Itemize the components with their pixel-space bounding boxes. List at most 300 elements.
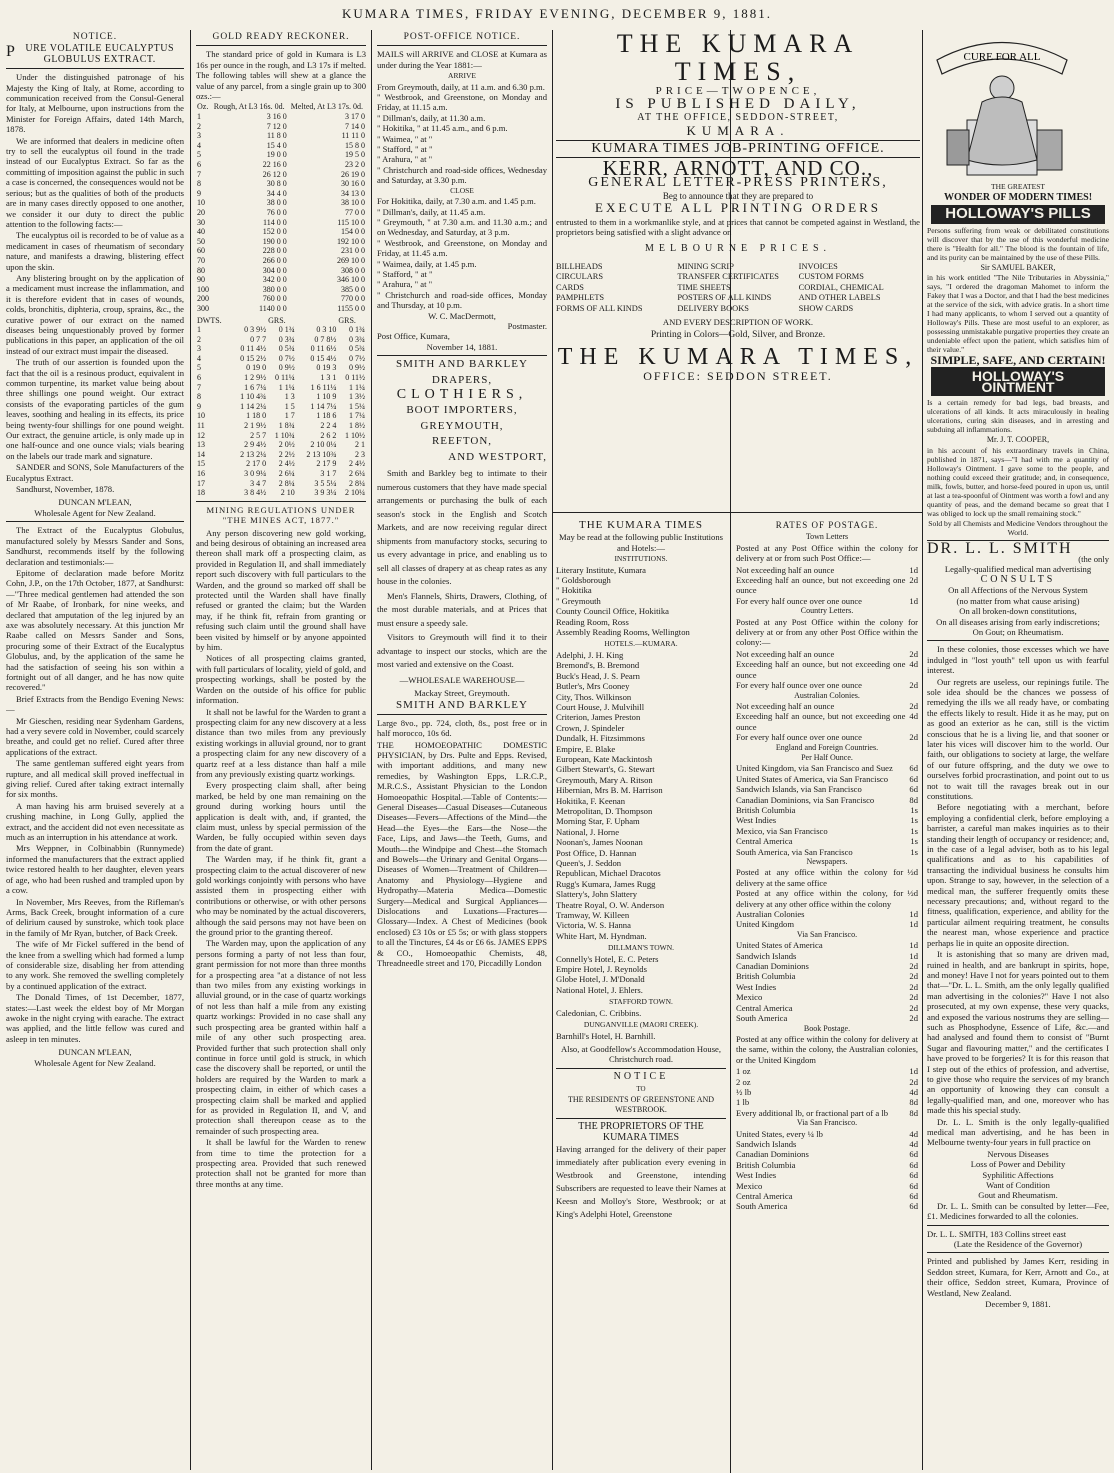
table-cell: 0 11½ xyxy=(345,373,365,383)
table-row xyxy=(196,266,366,276)
mining-heading: MINING REGULATIONS UNDER "THE MINES ACT, 1877." xyxy=(206,504,356,526)
table-cell: 50 xyxy=(197,236,205,246)
table-cell: 3 1 7 xyxy=(320,469,337,478)
paragraph: The same gentleman suffered eight years from rupture, and all medical skill proved ineffectual in giving relief. Cured after taking extract internally for six months. xyxy=(6,758,184,800)
rate-row xyxy=(736,774,918,784)
baker-name: Sir SAMUEL BAKER, xyxy=(980,262,1056,272)
england-rates xyxy=(736,763,918,857)
table-cell: 7 xyxy=(197,382,201,392)
stafford-heading: STAFFORD TOWN. xyxy=(609,997,673,1007)
list-item: GREYMOUTH, xyxy=(420,419,504,432)
table-row xyxy=(196,459,366,469)
column-holloway xyxy=(927,30,1109,1470)
table-cell: 76 0 0 xyxy=(266,207,287,217)
table-cell: 1 8½ xyxy=(349,421,365,431)
table-cell: 30 16 0 xyxy=(341,179,365,189)
smith-barkley-footer: SMITH AND BARKLEY xyxy=(396,699,528,712)
dunganville-list xyxy=(556,1031,726,1041)
dillmans-heading: DILLMAN'S TOWN. xyxy=(607,943,675,953)
table-cell: 0 7 7 xyxy=(250,334,267,344)
rate-label: West Indies xyxy=(736,981,777,992)
dwts-table: DWTS. GRS. GRS. 1 0 3 9½ 0 1¾ 0 3 10 0 1¾ 2 0 7 7 0 3¾ 0 7 8½ 0 3¾ 3 0 11 4½ 0 5¾ 0 11 6½ 0 5¾ 4 0 15 2½ 0 7½ 0 15 4½ 0 7½ 5 0 19 0 0 9½ 0 19 3 0 9½ 6 1 2 9½ 0 11¼ 1 3 1 0 11½ 7 1 6 7¼ 1 1¼ 1 6 11¼ 1 1¼ 8 1 10 4¾ 1 3 1 10 9 1 3½ 9 1 14 2¼ 1 5 1 14 7¼ 1 5¼ 10 1 18 0 1 7 1 18 6 1 7¼ 11 2 1 9½ 1 8¾ 2 2 4 1 8½ 12 2 5 7 1 10¾ 2 6 2 1 10½ 13 2 9 4½ 2 0½ 2 10 0¼ 2 1 14 2 13 2¼ 2 2½ 2 13 10¾ 2 3 15 2 17 0 2 4½ 2 17 9 2 4½ 16 3 0 9¼ 2 6¼ 3 1 7 2 6¼ 17 3 4 7 2 8¼ 3 5 5¼ 2 8¼ 18 3 8 4½ 2 10 3 9 3¼ 2 10¼ xyxy=(197,315,365,498)
paragraph: Men's Flannels, Shirts, Drawers, Clothing, of the most durable materials, and at Prices that must ensure a speedy sale. xyxy=(377,590,547,628)
cooper-name: Mr. J. T. COOPER, xyxy=(986,435,1050,445)
table-row xyxy=(196,363,366,373)
list-item: Hokitika, F. Keenan xyxy=(556,795,626,806)
list-item: " Christchurch and road-side offices, Monday and Thursday, at 10 p.m. xyxy=(377,289,547,311)
rate-value: 1s xyxy=(910,846,918,857)
list-item: " Hokitika xyxy=(556,585,592,596)
list-item: European, Kate Mackintosh xyxy=(556,753,653,764)
proprietors-heading: THE PROPRIETORS OF THE KUMARA TIMES xyxy=(578,1121,704,1143)
simple-safe-line: SIMPLE, SAFE, AND CERTAIN! xyxy=(930,353,1106,368)
table-cell: 15 8 0 xyxy=(345,140,365,150)
printing-item: AND OTHER LABELS xyxy=(798,293,881,303)
eucalyptus-text xyxy=(6,72,184,494)
table-cell: 70 xyxy=(197,255,205,265)
rate-row xyxy=(736,909,918,919)
table-row xyxy=(196,285,366,295)
paragraph: In November, Mrs Reeves, from the Rifleman's Arms, Back Creek, brought information of a cure of delirium caused by sunstroke, which took place in the family of Mr Ryan, butcher, of Back Creek. xyxy=(6,896,184,938)
eucalyptus-title: PURE VOLATILE EUCALYPTUS GLOBULUS EXTRACT. xyxy=(6,43,175,65)
table-cell: 0 5¾ xyxy=(349,344,365,354)
reckoner-intro: The standard price of gold in Kumara is L3 16s per ounce in the rough, and L3 17s if melted. The following tables will shew at a glance the value of any parcel, from a single grain up to 300 ozs.:— xyxy=(196,49,366,102)
table-row xyxy=(196,354,366,364)
table-cell: 1 10½ xyxy=(345,430,365,440)
table-cell: 22 16 0 xyxy=(262,160,287,169)
list-item: Literary Institute, Kumara xyxy=(556,564,646,575)
table-cell: 0 15 2½ xyxy=(240,353,267,363)
rate-label: United States of America, via San Francisco xyxy=(736,773,889,784)
list-item: Post Office, D. Hannan xyxy=(556,847,637,858)
rate-row xyxy=(736,971,918,981)
table-cell: 0 11¼ xyxy=(275,373,295,383)
rate-value: ½d xyxy=(907,867,918,878)
rate-row xyxy=(736,1129,918,1139)
table-cell: 0 3 10 xyxy=(316,325,337,335)
paragraph: Visitors to Greymouth will find it to their advantage to inspect our stocks, which are the most varied and extensive on the Coast. xyxy=(377,632,547,670)
rate-row xyxy=(736,847,918,857)
list-item: Globe Hotel, J. M'Donald xyxy=(556,974,645,985)
table-cell: 30 8 0 xyxy=(266,179,287,189)
list-item: Adelphi, J. H. King xyxy=(556,649,624,660)
rate-value: 2d xyxy=(909,992,918,1003)
rate-value: 2d xyxy=(909,700,918,711)
rate-row xyxy=(736,1013,918,1023)
paragraph: Any person discovering new gold working, and being desirous of obtaining an increased area thereon shall mark off a prospecting claim, as provided in Regulation II, and shall immediately report such discovery with full particulars to the Warden, and the ground so marked off shall be protected until the Warden shall have finally refused or granted the claim; but the Warden may, if he think fit, refrain from granting or refusing such claim until the ground shall have been visited by himself or by anyone appointed by him. xyxy=(196,527,366,653)
rate-row xyxy=(736,732,918,742)
table-row xyxy=(196,208,366,218)
hotels-list xyxy=(556,650,726,941)
rate-label: 1 oz xyxy=(736,1066,751,1077)
table-row xyxy=(196,198,366,208)
table-cell: 3 4 7 xyxy=(250,478,267,488)
table-cell: 0 3¾ xyxy=(278,334,295,344)
rate-row xyxy=(736,575,918,596)
list-item: Court House, J. Mulvihill xyxy=(556,701,645,712)
postage-heading: RATES OF POSTAGE. xyxy=(775,520,879,530)
holloway-pills-banner: HOLLOWAY'S PILLS xyxy=(931,205,1105,223)
rate-row xyxy=(736,961,918,971)
rate-label: Central America xyxy=(736,1191,793,1201)
country-rates xyxy=(736,649,918,691)
disease-list xyxy=(927,1149,1109,1201)
rate-value: 6d xyxy=(909,784,918,795)
newspapers-heading: Newspapers. xyxy=(806,857,848,866)
table-cell: 38 10 0 xyxy=(341,198,365,208)
rate-label: Canadian Dominions xyxy=(736,961,809,972)
list-item: Greymouth, Mary A. Ritson xyxy=(556,774,653,785)
list-item: Crown, J. Spindeler xyxy=(556,722,625,733)
via-sf-book-rates xyxy=(736,1129,918,1212)
times-title: THE KUMARA TIMES, xyxy=(616,30,860,86)
table-cell: 19 0 0 xyxy=(266,150,287,160)
rate-row xyxy=(736,1097,918,1107)
list-item: Dundalk, H. Fitzsimmons xyxy=(556,733,645,744)
rate-value: 2d xyxy=(909,575,918,586)
table-cell: 10 xyxy=(197,411,205,421)
table-cell: 1 7 xyxy=(284,411,295,421)
dr-smith-heading: DR. L. L. SMITH xyxy=(927,539,1073,557)
dr-address-2: (Late the Residence of the Governor) xyxy=(953,1239,1083,1250)
table-cell: 2 10¼ xyxy=(345,488,365,498)
times-title-2: THE KUMARA TIMES, xyxy=(557,343,919,370)
list-item: Bremond's, B. Bremond xyxy=(556,660,640,671)
table-cell: 2 5 7 xyxy=(250,430,267,440)
list-item: " Waimea, " at " xyxy=(377,133,433,144)
close-list xyxy=(377,196,547,310)
table-cell: 1 10 9 xyxy=(316,392,337,402)
printing-item: SHOW CARDS xyxy=(798,303,854,313)
table-cell: 2 2 4 xyxy=(320,421,337,431)
paragraph: It shall be lawful for the Warden to renew from time to time the protection for a prospecting area. Provided that such renewed protection shall not be granted for more than three months at any time. xyxy=(196,1137,366,1189)
every-description: AND EVERY DESCRIPTION OF WORK. xyxy=(662,316,814,327)
list-item: Empire, E. Blake xyxy=(556,743,616,754)
rate-value: 8d xyxy=(909,794,918,805)
institutions-list xyxy=(556,565,726,638)
paragraph: The Extract of the Eucalyptus Globulus, manufactured solely by Messrs Sander and Sons, Sandhurst, recommends itself by the following declaration and testimonials:— xyxy=(6,525,184,567)
table-row xyxy=(196,402,366,412)
rate-value: 4d xyxy=(909,659,918,670)
column-rule xyxy=(190,30,191,1470)
table-cell: 1155 0 0 xyxy=(337,303,365,313)
table-cell: 2 8¼ xyxy=(278,478,295,488)
table-cell: 19 5 0 xyxy=(345,150,365,160)
melbourne-prices: MELBOURNE PRICES. xyxy=(644,243,832,255)
rate-label: South America, via San Francisco xyxy=(736,846,853,857)
via-sf-rates xyxy=(736,940,918,1023)
rate-label: Canadian Dominions, via San Francisco xyxy=(736,794,875,805)
table-cell: 0 11 6½ xyxy=(310,344,337,354)
table-cell: 34 4 0 xyxy=(266,188,287,198)
table-row xyxy=(196,421,366,431)
rate-label: Posted at any office within the colony for delivery at the same office xyxy=(736,867,904,888)
announce-line: Beg to announce that they are prepared to xyxy=(662,190,814,201)
rate-value: 2d xyxy=(909,1002,918,1013)
list-item: Rugg's Kumara, James Rugg xyxy=(556,878,656,889)
table-cell: 3 17 0 xyxy=(345,112,365,122)
book-postage-heading: Book Postage. xyxy=(803,1023,851,1033)
table-cell: 2 6¼ xyxy=(349,469,365,478)
rate-row xyxy=(736,1201,918,1211)
table-cell: 34 13 0 xyxy=(341,188,365,198)
table-cell: 3 xyxy=(197,344,201,354)
signature-date: November 14, 1881. xyxy=(426,341,498,352)
rate-value: 6d xyxy=(909,1159,918,1170)
rate-value: 1d xyxy=(909,940,918,951)
table-row xyxy=(196,112,366,122)
list-item: On all Affections of the Nervous System xyxy=(948,585,1088,596)
paragraph: A man having his arm bruised severely at a crushing machine, in Long Gully, applied the extract, and the accident did not even necessitate as much as an interruption in his attendance at work. xyxy=(6,800,184,843)
rate-label: United Kingdom xyxy=(736,919,795,930)
list-item: National, J. Horne xyxy=(556,826,620,837)
table-cell: 1 18 0 xyxy=(246,411,267,421)
table-row xyxy=(196,304,366,314)
times-office-2: OFFICE: SEDDON STREET. xyxy=(643,368,833,383)
ointment-text: Is a certain remedy for bad legs, bad breasts, and ulcerations of all kinds. It acts miraculously in healing ulcerations, curing skin diseases, and in arresting and subduing all inflammations. xyxy=(927,398,1109,435)
printing-item: CIRCULARS xyxy=(556,272,604,282)
reckoner-heading: GOLD READY RECKONER. xyxy=(212,32,350,42)
table-row xyxy=(196,344,366,354)
rate-row xyxy=(736,701,918,711)
table-cell: 11 8 0 xyxy=(266,131,287,141)
list-item: National Hotel, J. Ehlers. xyxy=(556,984,643,995)
rate-row xyxy=(736,565,918,575)
rate-label: South America xyxy=(736,1201,788,1212)
list-item: Buck's Head, J. S. Pearn xyxy=(556,670,640,681)
rate-value: 1d xyxy=(909,1066,918,1077)
table-cell: 190 0 0 xyxy=(262,236,287,246)
table-row xyxy=(196,373,366,383)
table-cell: 13 xyxy=(197,440,205,450)
column-where-read xyxy=(556,518,726,1468)
rate-row xyxy=(736,1087,918,1097)
table-cell: 0 5¾ xyxy=(278,344,295,354)
printing-item: POSTERS OF ALL KINDS xyxy=(677,293,772,303)
dillmans-list xyxy=(556,954,726,996)
rate-value: 4d xyxy=(909,711,918,722)
cure-for-all-illustration xyxy=(927,30,1077,180)
rate-label: Australian Colonies xyxy=(736,909,805,920)
table-row xyxy=(196,227,366,237)
table-cell: 3 16 0 xyxy=(266,112,287,122)
table-cell: 2 4½ xyxy=(349,459,365,469)
paragraph: Smith and Barkley beg to intimate to their numerous customers that they have made special arrangements or purchasing the bulk of each season's stock in the English and Scotch Markets, and are now receiving regular direct shipments from manufactory stocks, securing to us every advantage in price, and enabling us to sell all classes of drapery at as cheap rates as any house in the colonies. xyxy=(377,468,547,587)
printing-item: CARDS xyxy=(556,282,584,292)
paragraph: The Donald Times, of 1st December, 1877, states:—Last week the eldest boy of Mr Morgan awoke in the night crying with earache. The extract was applied, and the little fellow was cured and asleep in ten minutes. xyxy=(6,992,184,1044)
table-cell: 15 xyxy=(197,459,205,469)
rate-label: 1 lb xyxy=(736,1097,750,1108)
rate-row xyxy=(736,836,918,846)
table-cell: 2 2½ xyxy=(278,449,295,459)
book-extra: Every additional lb, or fractional part of a lb 8d xyxy=(736,1107,918,1118)
list-item: " Goldsborough xyxy=(556,575,611,586)
proprietors-text: Having arranged for the delivery of their paper immediately after publication every evening in Westbrook and Greenstone, intending Subscribers are requested to leave their Names at Keesn and Molloy's Store, Westbrook; or at King's Adelphi Hotel, Greenstone xyxy=(556,1144,726,1220)
rate-value: 1s xyxy=(910,815,918,826)
rate-label: Sandwich Islands xyxy=(736,1138,797,1149)
table-cell: 1 10¾ xyxy=(274,430,295,440)
list-item: Assembly Reading Rooms, Wellington xyxy=(556,627,690,638)
rate-row xyxy=(736,784,918,794)
table-cell: 231 0 0 xyxy=(341,246,365,256)
list-item: " Greymouth xyxy=(556,595,601,606)
agent-title: Wholesale Agent for New Zealand. xyxy=(34,507,156,518)
rate-row xyxy=(736,1077,918,1087)
notice-to: TO xyxy=(636,1085,646,1094)
list-item: " Arahura, " at " xyxy=(377,279,433,290)
list-item: Gout and Rheumatism. xyxy=(978,1190,1058,1201)
agent-name-2: DUNCAN M'LEAN, xyxy=(58,1047,132,1058)
consult-fee: Dr. L. L. Smith can be consulted by letter—Fee, £1. Medicines forwarded to all the colonies. xyxy=(927,1200,1109,1222)
printing-item: PAMPHLETS xyxy=(556,293,605,303)
rate-row xyxy=(736,763,918,773)
rate-row xyxy=(736,888,918,909)
list-item: Hibernian, Mrs B. M. Harrison xyxy=(556,785,663,796)
table-cell: 2 1 9½ xyxy=(244,421,267,431)
table-cell: 0 1¾ xyxy=(278,325,295,335)
paragraph: Before negotiating with a merchant, before employing a confidential clerk, before employing a barrister, a careful man makes inquiries as to their standing their length of occupancy or residence; and, in the case of a legal adviser, both as to his legal qualifications and as to his capabilities of transacting the individual business he consults him upon. Strange to say, however, in the selection of a medical man, the sufferer frequently omits these necessary precautions; and, without regard to the fitness, qualification, experience, and ability for the particular ailment requiring treatment, he consults the nearest man, whose experience and practice perhaps lie in quite an opposite direction. xyxy=(927,802,1109,948)
dr-sub-2: Legally-qualified medical man advertising xyxy=(944,564,1092,575)
table-row xyxy=(196,431,366,441)
list-item: " Waimea, daily, at 1.45 p.m. xyxy=(377,258,477,269)
printing-item: BILLHEADS xyxy=(556,261,603,271)
rate-row xyxy=(736,826,918,836)
newspaper-rates xyxy=(736,867,918,929)
list-item: " Hokitika, " at 11.45 a.m., and 6 p.m. xyxy=(377,123,508,134)
table-cell: 9 xyxy=(197,188,201,198)
rate-row xyxy=(736,1160,918,1170)
smith-barkley-lines xyxy=(377,375,547,462)
table-cell: 1 xyxy=(197,325,201,335)
rate-label: For every half ounce over one ounce xyxy=(736,595,862,606)
list-item: Metropolitan, D. Thompson xyxy=(556,805,653,816)
execute-line: EXECUTE ALL PRINTING ORDERS xyxy=(595,200,881,216)
notice-residents-heading: NOTICE xyxy=(613,1070,669,1082)
baker-text: in his work entitled "The Nile Tributaries in Abyssinia," says, "I ordered the dragoman Mahomet to inform the Fakey that I was a Doctor, and that I had the best medicines at the service of the sick, with advice gratis. In a short time I had many applicants, to whom I served out a quantity of Holloway's Pills. These are most useful to an explorer, as possessing unmistakable purgative properties they create an undeniable effect upon the patient, which satisfies him of their value." xyxy=(927,273,1109,355)
list-item: On all broken-down constitutions, xyxy=(959,606,1077,617)
table-row xyxy=(196,411,366,421)
town-rates xyxy=(736,565,918,607)
printing-item: TRANSFER CERTIFICATES xyxy=(677,272,779,282)
list-item: Reading Room, Ross xyxy=(556,616,629,627)
list-item: Loss of Power and Debility xyxy=(970,1159,1066,1170)
agent-title-2: Wholesale Agent for New Zealand. xyxy=(34,1057,156,1068)
table-cell: 114 0 0 xyxy=(262,217,287,227)
table-cell: 7 xyxy=(197,169,201,179)
rate-label: 2 oz xyxy=(736,1076,751,1087)
wonder-line: WONDER OF MODERN TIMES! xyxy=(943,191,1093,203)
book-postage-intro: Posted at any office within the colony for delivery at the same, within the colony, the Australian colonies, or the United Kingdom xyxy=(736,1033,918,1065)
list-item: County Council Office, Hokitika xyxy=(556,606,669,617)
times-price: PRICE—TWOPENCE, xyxy=(655,85,821,97)
table-row xyxy=(196,150,366,160)
rate-row xyxy=(736,992,918,1002)
rate-value: 6d xyxy=(909,1170,918,1181)
rate-label: Sandwich Islands xyxy=(736,950,797,961)
table-row xyxy=(196,122,366,132)
table-cell: 11 11 0 xyxy=(341,131,365,141)
rate-value: 2d xyxy=(909,961,918,972)
paragraph: Mr Gieschen, residing near Sydenham Gardens, had a very severe cold in November, could scarcely breathe, and could get no relief. Cured after three applications of the extract. xyxy=(6,715,184,757)
list-item: On all diseases arising from early indiscretions; xyxy=(936,616,1100,627)
rate-value: 2d xyxy=(909,732,918,743)
table-cell: 2 17 9 xyxy=(316,459,337,469)
rate-row xyxy=(736,596,918,606)
australian-heading: Australian Colonies. xyxy=(794,690,860,700)
greatest-line: THE GREATEST xyxy=(991,182,1045,192)
rate-label: Exceeding half an ounce, but not exceeding one ounce xyxy=(736,659,906,680)
imprint: Printed and published by James Kerr, residing in Seddon street, Kumara, for Kerr, Arnott and Co., at their office, Seddon street, Kumara, Province of Westland, New Zealand. xyxy=(927,1256,1109,1298)
rate-value: 6d xyxy=(909,773,918,784)
table-cell: 4 xyxy=(197,140,201,150)
list-item: Nervous Diseases xyxy=(987,1148,1049,1159)
book-rates xyxy=(736,1066,918,1108)
signature-place: Post Office, Kumara, xyxy=(377,331,450,342)
table-cell: 760 0 0 xyxy=(262,294,287,304)
printing-item: TIME SHEETS xyxy=(677,282,731,292)
table-cell: 80 xyxy=(197,265,205,275)
table-row xyxy=(196,237,366,247)
table-row xyxy=(196,383,366,393)
smith-barkley-text xyxy=(377,467,547,672)
country-letters-intro: Posted at any Post Office within the colony for delivery at or from any other Post Office within the colony:— xyxy=(736,616,918,648)
table-cell: 12 xyxy=(197,430,205,440)
table-cell: 40 xyxy=(197,227,205,237)
paragraph: Our regrets are useless, our repinings futile. The sole idea should be the chances we possess of remedying the ills we all ready have, or combating the effects likely to result. Hide it as he may, put on as good an exterior as he can, still is the victim conscious that he is a living lie, and that sooner or later his vices will discover him to the world. Our faith, our obligations to society at large, the welfare of our future offspring, and the duty we owe to ourselves forbid procrastination, and point out to us not to wait till the ravages break out in our constitutions. xyxy=(927,676,1109,801)
table-cell: 3 9 3¼ xyxy=(314,488,337,498)
table-cell: 2 10 0¼ xyxy=(310,440,337,450)
table-cell: 26 12 0 xyxy=(262,169,287,179)
table-cell: 1140 0 0 xyxy=(258,303,287,313)
rate-label: Not exceeding half an ounce xyxy=(736,700,835,711)
column-gold-reckoner xyxy=(196,30,366,1470)
rate-label: Not exceeding half an ounce xyxy=(736,648,835,659)
rate-label: South America xyxy=(736,1013,788,1024)
town-letters-heading: Town Letters xyxy=(805,532,849,542)
table-cell: 15 4 0 xyxy=(266,140,287,150)
rate-value: 2d xyxy=(909,971,918,982)
table-cell: 1 3½ xyxy=(349,392,365,402)
paragraph: Every prospecting claim shall, after being marked, be held by one man remaining on the ground during working hours until the application is dealt with, and, if granted, the claim must, unless by special permission of the Warden, be fully occupied within seven days from the date of grant. xyxy=(196,780,366,853)
paragraph: The eucalyptus oil is recorded to be of value as a medicament in cases of rheumatism of secondary nature, and manifests a drawing, blistering effect upon the skin. xyxy=(6,230,184,272)
dr-smith-text xyxy=(927,644,1109,1148)
list-item: Queen's, J. Seddon xyxy=(556,858,622,868)
table-cell: 1 1¼ xyxy=(349,382,365,392)
table-cell: 18 xyxy=(197,488,205,498)
table-cell: 1 7¼ xyxy=(349,411,365,421)
rate-value: 2d xyxy=(909,1013,918,1024)
table-cell: 26 19 0 xyxy=(341,169,365,179)
printing-item: DELIVERY BOOKS xyxy=(677,303,749,313)
list-item: Syphilitic Affections xyxy=(982,1169,1054,1180)
table-row xyxy=(196,179,366,189)
homoeopathic-advert: THE HOMOEOPATHIC DOMESTIC PHYSICIAN, by Drs. Pulte and Epps. Revised, with important additions, and many new remedies, by Washington Epps, L.R.C.P., M.R.C.S., Assistant Physician to the London Homoeopathic Hospital.—Table of Contents:—General Diseases—Casual Diseases—Cutaneous Diseases—Fevers—Affections of the Mind—the Head—the Eyes—the Ears—the Nose—the Face, Lips, and Jaws—the Teeth, Gums, and Mouth—the Windpipe and Chest—the Stomach and Bowels—the Urinary and Genital Organs—Diseases of Women—Treatment of Children—Anatomy and Physiology—Hygiene and Hydropathy—Materia Medica—Domestic Surgery—Medical and Surgical Appliances—Dislocations and Luxations—Fractures—Glossary—Index. A Chest of Medicines (book enclosed) £3 10s or £5 5s; or with glass stoppers to all the Tinctures, £4 4s or £6 6s. JAMES EPPS & CO., Homoeopathic Chemists, 48, Threadneedle street and 170, Piccadilly London xyxy=(377,739,547,969)
table-cell: 2 13 10¾ xyxy=(306,449,337,459)
colors-line: Printing in Colors—Gold, Silver, and Bronze. xyxy=(650,330,826,341)
list-item: " Stafford, " at " xyxy=(377,144,433,155)
list-item: Want of Condition xyxy=(986,1180,1050,1191)
list-item: For Hokitika, daily, at 7.30 a.m. and 1.45 p.m. xyxy=(377,196,536,207)
rate-value: 4d xyxy=(909,1128,918,1139)
rate-row xyxy=(736,919,918,929)
where-read-intro: May be read at the following public Institutions and Hotels:— xyxy=(559,532,723,553)
table-cell: 1 10 4¾ xyxy=(240,392,267,402)
rate-row xyxy=(736,1003,918,1013)
job-printing-heading: KUMARA TIMES JOB-PRINTING OFFICE. xyxy=(591,140,885,156)
list-item: " Dillman's, daily, at 11.45 a.m. xyxy=(377,206,486,217)
rate-label: Exceeding half an ounce, but not exceeding one ounce xyxy=(736,575,906,596)
list-item: Republican, Michael Dracotos xyxy=(556,868,661,879)
